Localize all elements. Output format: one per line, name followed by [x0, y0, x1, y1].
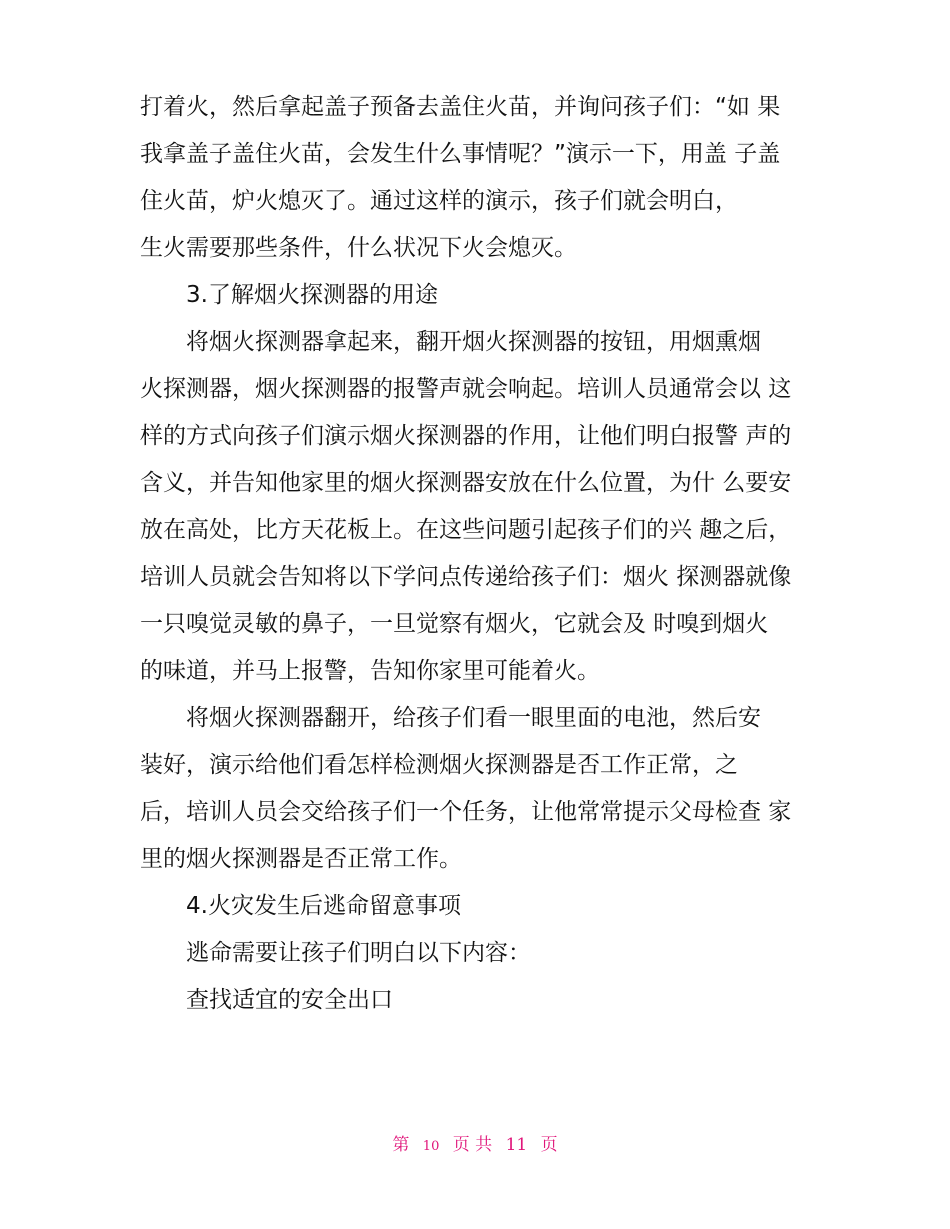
- footer-middle: 页 共: [452, 1135, 493, 1155]
- section-heading: 4.火灾发生后逃命留意事项: [186, 893, 461, 919]
- text-line: 生火需要那些条件，什么状况下火会熄灭。: [140, 235, 577, 261]
- page-footer: [0, 1128, 950, 1164]
- text-line: 培训人员就会告知将以下学问点传递给孩子们：烟火 探测器就像: [140, 564, 792, 590]
- text-line: 查找适宜的安全出口: [186, 987, 393, 1013]
- text-line: 的味道，并马上报警，告知你家里可能着火。: [140, 658, 600, 684]
- text-line: 一只嗅觉灵敏的鼻子，一旦觉察有烟火，它就会及 时嗅到烟火: [140, 611, 769, 637]
- total-pages: 11: [505, 1135, 528, 1155]
- text-line: 将烟火探测器翻开，给孩子们看一眼里面的电池，然后安: [186, 705, 761, 731]
- text-line: 装好，演示给他们看怎样检测烟火探测器是否工作正常，之: [140, 752, 738, 778]
- text-line: 含义，并告知他家里的烟火探测器安放在什么位置，为什 么要安: [140, 470, 792, 496]
- section-heading: 3.了解烟火探测器的用途: [186, 282, 438, 308]
- text-line: 样的方式向孩子们演示烟火探测器的作用，让他们明白报警 声的: [140, 423, 792, 449]
- text-line: 逃命需要让孩子们明白以下内容：: [186, 940, 531, 966]
- text-line: 将烟火探测器拿起来，翻开烟火探测器的按钮，用烟熏烟: [186, 329, 761, 355]
- footer-prefix: 第: [392, 1135, 410, 1155]
- body-text: [140, 84, 812, 1024]
- page-number: 10: [422, 1139, 440, 1154]
- text-line: 火探测器，烟火探测器的报警声就会响起。培训人员通常会以 这: [140, 376, 792, 402]
- text-line: 里的烟火探测器是否正常工作。: [140, 846, 462, 872]
- text-line: 住火苗，炉火熄灭了。通过这样的演示，孩子们就会明白，: [140, 188, 738, 214]
- text-line: 我拿盖子盖住火苗，会发生什么事情呢？”演示一下，用盖 子盖: [140, 141, 781, 167]
- text-line: 后，培训人员会交给孩子们一个任务，让他常常提示父母检查 家: [140, 799, 792, 825]
- text-line: 放在高处，比方天花板上。在这些问题引起孩子们的兴 趣之后，: [140, 517, 792, 543]
- footer-suffix: 页: [540, 1135, 558, 1155]
- text-line: 打着火，然后拿起盖子预备去盖住火苗，并询问孩子们：“如 果: [140, 94, 781, 120]
